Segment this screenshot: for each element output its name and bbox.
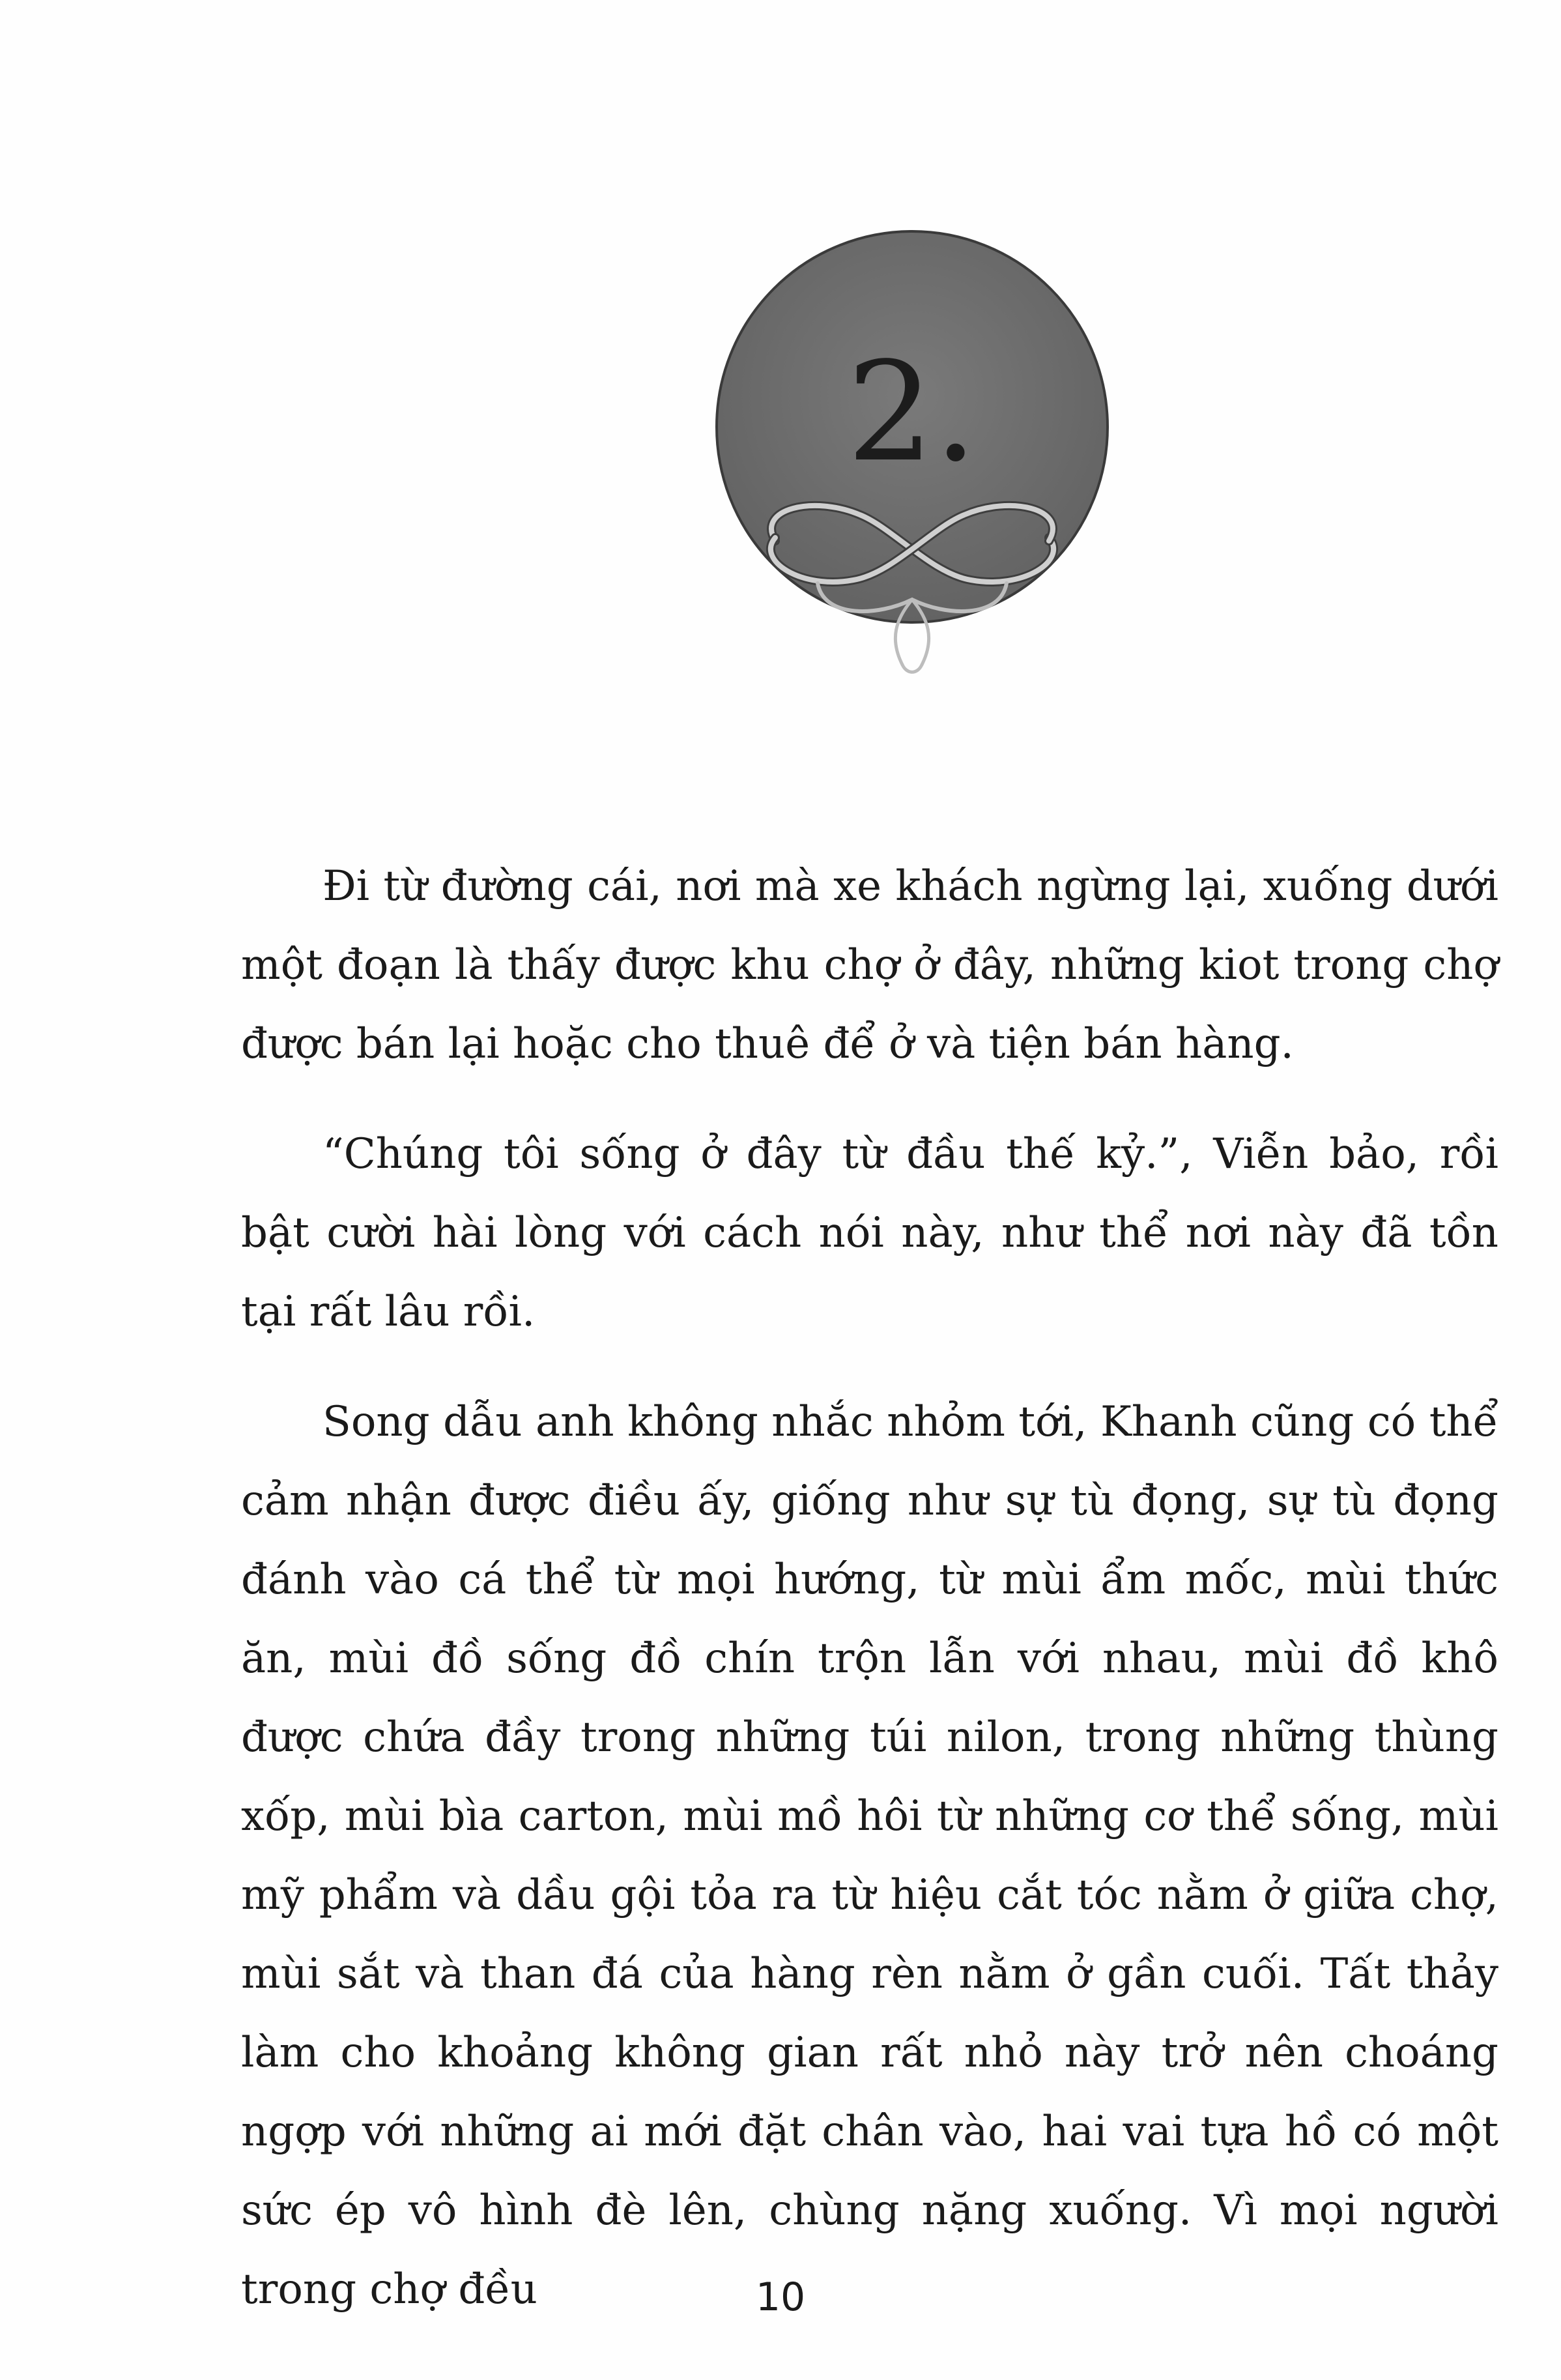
paragraph-2: “Chúng tôi sống ở đây từ đầu thế kỷ.”, Viễn bảo, rồi bật cười hài lòng với cách nói này, như thể nơi này đã tồn tại rất lâu rồi. bbox=[241, 1130, 1498, 1336]
chapter-number: 2. bbox=[846, 332, 978, 492]
chapter-body bbox=[241, 847, 1498, 2329]
paragraph-3: Song dẫu anh không nhắc nhỏm tới, Khanh cũng có thể cảm nhận được điều ấy, giống như sự tù đọng, sự tù đọng đánh vào cá thể từ mọi hướng, từ mùi ẩm mốc, mùi thức ăn, mùi đồ sống đồ chín trộn lẫn với nhau, mùi đồ khô được chứa đầy trong những túi nilon, trong những thùng xốp, mùi bìa carton, mùi mồ hôi từ những cơ thể sống, mùi mỹ phẩm và dầu gội tỏa ra từ hiệu cắt tóc nằm ở giữa chợ, mùi sắt và than đá của hàng rèn nằm ở gần cuối. Tất thảy làm cho khoảng không gian rất nhỏ này trở nên choáng ngợp với những ai mới đặt chân vào, hai vai tựa hồ có một sức ép vô hình đè lên, chùng nặng xuống. Vì mọi người trong chợ đều bbox=[241, 1398, 1498, 2314]
page-number: 10 bbox=[755, 2274, 806, 2320]
paragraph-1: Đi từ đường cái, nơi mà xe khách ngừng lại, xuống dưới một đoạn là thấy được khu chợ ở đây, những kiot trong chợ được bán lại hoặc cho thuê để ở và tiện bán hàng. bbox=[241, 862, 1498, 1068]
chapter-heading-ornament bbox=[684, 209, 1140, 704]
chapter-ornament-graphic bbox=[684, 209, 1140, 704]
